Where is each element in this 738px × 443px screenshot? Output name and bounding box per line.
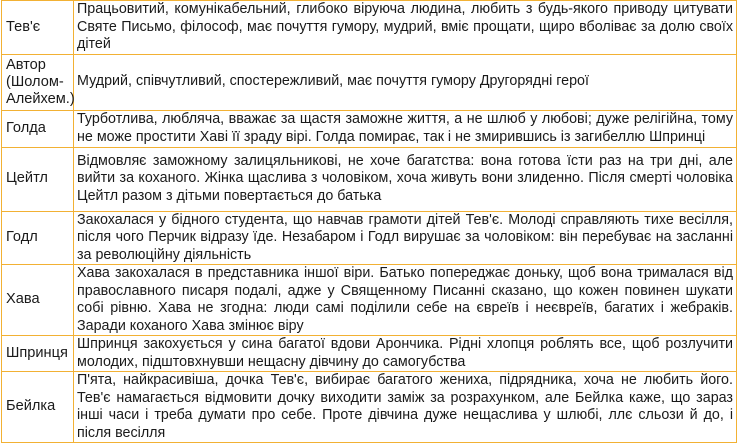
character-description: Закохалася у бідного студента, що навчав грамоти дітей Тев'є. Молоді справляють тихе весілля, після чого Перчик відразу їде. Незабаром і Годл вирушає за чоловіком: він перебуває на засланні за революційну діяльність bbox=[74, 211, 737, 265]
character-description: Відмовляє заможному залицяльникові, не хоче багатства: вона готова їсти раз на три дні, але вийти за коханого. Жінка щаслива з чоловіком, хоча живуть вони злиденно. Після смерті чоловіка Цейтл разом з дітьми повертається до батька bbox=[74, 147, 737, 211]
table-row bbox=[2, 265, 737, 336]
character-name: Шпринця bbox=[2, 336, 74, 372]
table-row bbox=[2, 110, 737, 147]
character-name: Автор (Шолом-Алейхем.) bbox=[2, 54, 74, 110]
characters-table bbox=[1, 0, 737, 443]
character-name: Тев'є bbox=[2, 1, 74, 55]
character-description: Шпринця закохується у сина багатої вдови Арончика. Рідні хлопця роблять все, щоб розлучити молодих, підштовхнувши нещасну дівчину до самогубства bbox=[74, 336, 737, 372]
table-row bbox=[2, 147, 737, 211]
character-name: Цейтл bbox=[2, 147, 74, 211]
character-name: Хава bbox=[2, 265, 74, 336]
character-description: Працьовитий, комунікабельний, глибоко віруюча людина, любить з будь-якого приводу цитувати Святе Письмо, філософ, має почуття гумору, мудрий, вміє прощати, щиро вболіває за долю своїх дітей bbox=[74, 1, 737, 55]
character-description: Хава закохалася в представника іншої віри. Батько попереджає доньку, щоб вона трималася від православного писаря подалі, адже у Священному Писанні сказано, що кожен повинен шукати собі рівню. Хава не згодна: люди самі поділили себе на євреїв і неєвреїв, багатих і жебраків. Заради коханого Хава змінює віру bbox=[74, 265, 737, 336]
table-row bbox=[2, 336, 737, 372]
character-name: Бейлка bbox=[2, 372, 74, 443]
character-description: Мудрий, співчутливий, спостережливий, має почуття гумору Другорядні герої bbox=[74, 54, 737, 110]
character-description: Турботлива, любляча, вважає за щастя заможне життя, а не шлюб у любові; дуже релігійна, тому не може простити Хаві її зраду вірі. Голда помирає, так і не змирившись із загибеллю Шпринці bbox=[74, 110, 737, 147]
table-row bbox=[2, 54, 737, 110]
table-row bbox=[2, 1, 737, 55]
table-row bbox=[2, 372, 737, 443]
table-row bbox=[2, 211, 737, 265]
character-description: П'ята, найкрасивіша, дочка Тев'є, вибирає багатого жениха, підрядника, хоча не любить його. Тев'є намагається відмовити дочку виходити заміж за розрахунком, але Бейлка каже, що зараз інші часи і треба думати про себе. Проте дівчина дуже нещаслива у шлюбі, ллє сльози й до, і після весілля bbox=[74, 372, 737, 443]
character-name: Годл bbox=[2, 211, 74, 265]
character-name: Голда bbox=[2, 110, 74, 147]
